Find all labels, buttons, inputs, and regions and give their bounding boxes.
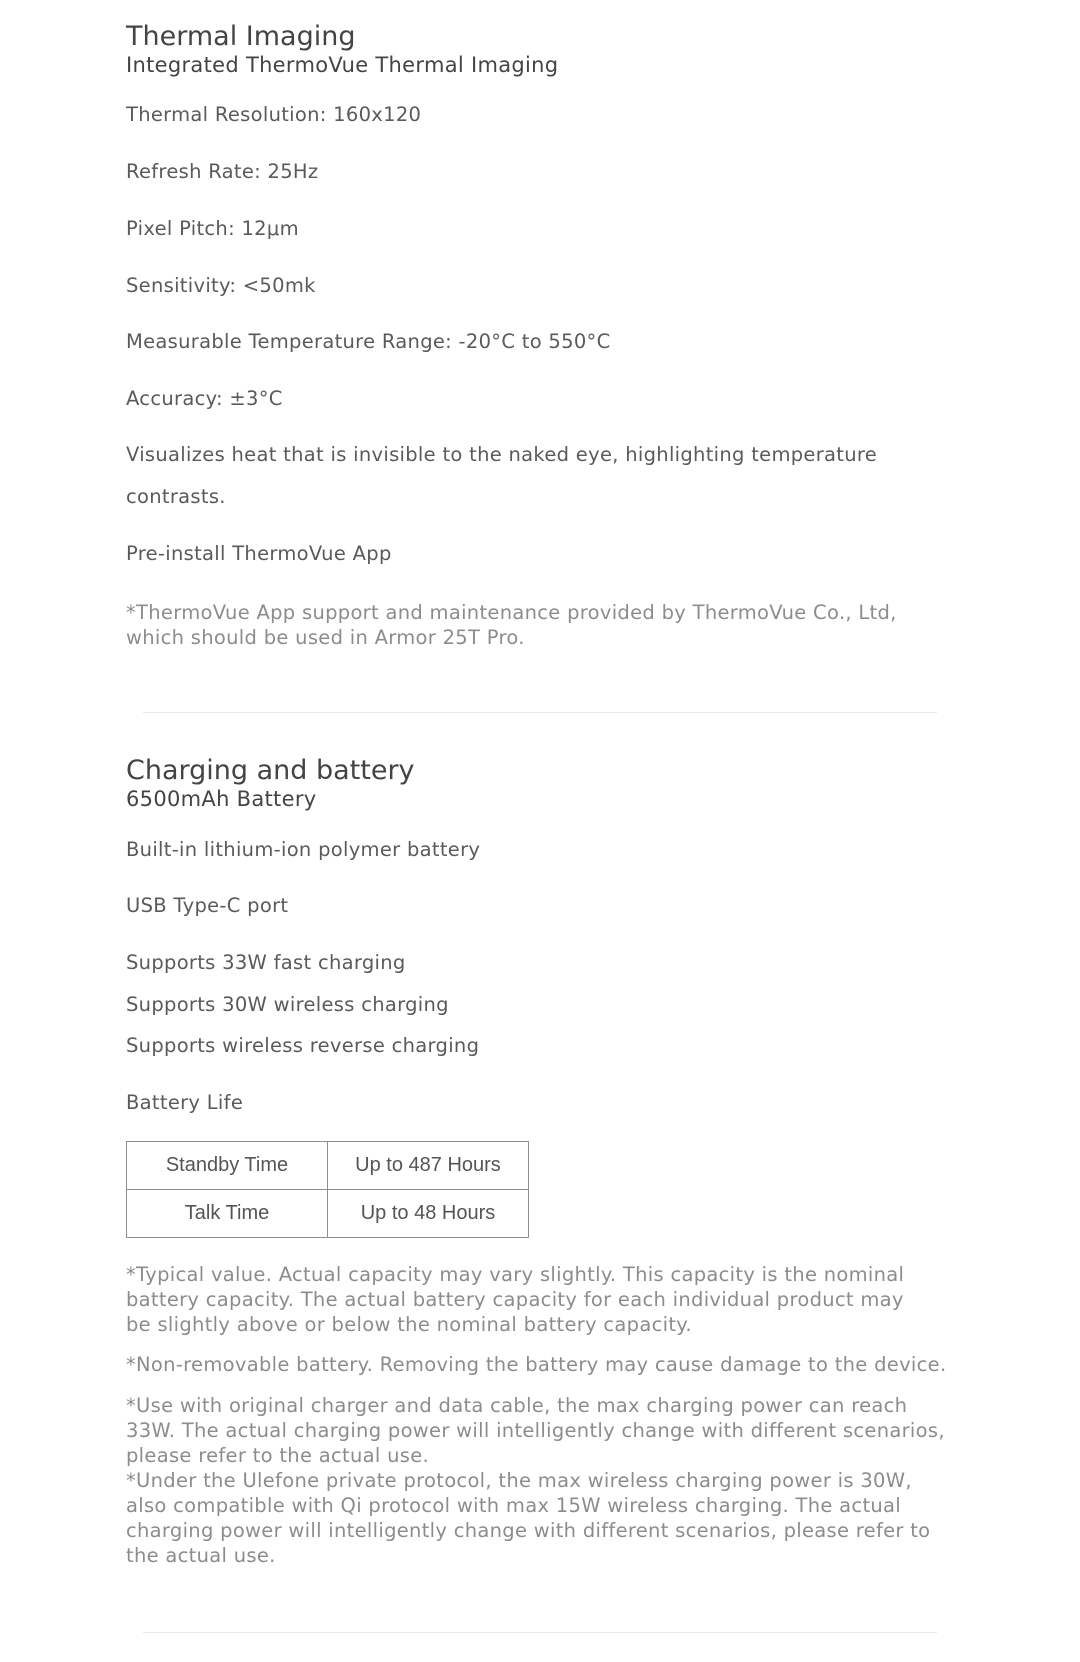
section-divider bbox=[143, 712, 937, 713]
battery-type: Built-in lithium-ion polymer battery bbox=[126, 838, 481, 861]
table-row bbox=[127, 1190, 529, 1238]
battery-life-heading: Battery Life bbox=[126, 1091, 244, 1114]
battery-section-subtitle: 6500mAh Battery bbox=[126, 787, 317, 811]
wireless-protocol-note: *Under the Ulefone private protocol, the max wireless charging power is 30W, also compatible with Qi protocol with max 15W wireless charging. The actual charging power will intelligently change with different scenarios, please refer to the actual use. bbox=[126, 1469, 931, 1567]
thermovue-note: *ThermoVue App support and maintenance provided by ThermoVue Co., Ltd, which should be used in Armor 25T Pro. bbox=[126, 601, 897, 649]
standby-time-label: Standby Time bbox=[127, 1142, 328, 1190]
charging-battery-section bbox=[126, 756, 952, 812]
thermal-section-subtitle: Integrated ThermoVue Thermal Imaging bbox=[126, 53, 559, 77]
battery-life-table bbox=[126, 1141, 529, 1238]
battery-section-title: Charging and battery bbox=[126, 755, 415, 786]
temperature-range: Measurable Temperature Range: -20°C to 550°C bbox=[126, 330, 611, 353]
talk-time-value: Up to 48 Hours bbox=[328, 1190, 529, 1238]
talk-time-label: Talk Time bbox=[127, 1190, 328, 1238]
preinstall-app: Pre-install ThermoVue App bbox=[126, 542, 392, 565]
bottom-divider bbox=[143, 1632, 937, 1633]
thermal-resolution: Thermal Resolution: 160x120 bbox=[126, 103, 422, 126]
sensitivity: Sensitivity: <50mk bbox=[126, 274, 316, 297]
charger-note: *Use with original charger and data cable, the max charging power can reach 33W. The actual charging power will intelligently change with different scenarios, please refer to the actual use. bbox=[126, 1394, 945, 1467]
reverse-charging: Supports wireless reverse charging bbox=[126, 1034, 480, 1057]
wireless-charging: Supports 30W wireless charging bbox=[126, 993, 449, 1016]
thermal-section-title: Thermal Imaging bbox=[126, 21, 356, 52]
table-row bbox=[127, 1142, 529, 1190]
fast-charging: Supports 33W fast charging bbox=[126, 951, 406, 974]
thermal-description: Visualizes heat that is invisible to the naked eye, highlighting temperature contrasts. bbox=[126, 443, 878, 508]
refresh-rate: Refresh Rate: 25Hz bbox=[126, 160, 319, 183]
thermal-imaging-section bbox=[126, 22, 952, 78]
capacity-note: *Typical value. Actual capacity may vary slightly. This capacity is the nominal battery capacity. The actual battery capacity for each individual product may be slightly above or below the nominal battery capacity. bbox=[126, 1263, 905, 1336]
non-removable-note: *Non-removable battery. Removing the battery may cause damage to the device. bbox=[126, 1353, 947, 1376]
usb-port: USB Type-C port bbox=[126, 894, 289, 917]
pixel-pitch: Pixel Pitch: 12μm bbox=[126, 217, 299, 240]
accuracy: Accuracy: ±3°C bbox=[126, 387, 283, 410]
standby-time-value: Up to 487 Hours bbox=[328, 1142, 529, 1190]
